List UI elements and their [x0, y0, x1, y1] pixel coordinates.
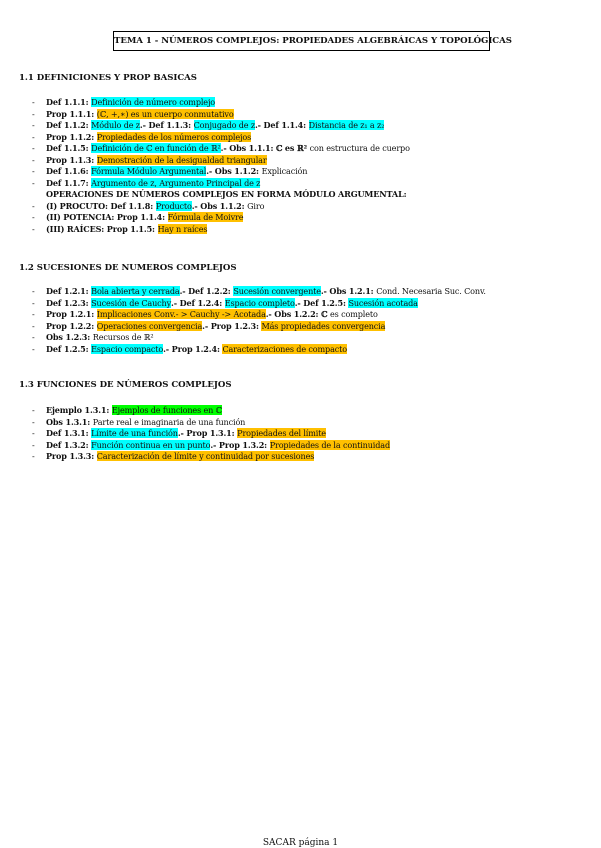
list-item-content — [46, 120, 384, 132]
highlighted-text: Límite de una función — [91, 428, 178, 438]
highlighted-text: Distancia de z₁ a z₂ — [308, 120, 385, 130]
item-text: Prop 1.1.2: — [46, 131, 97, 142]
item-text: Cond. Necesaria Suc. Conv. — [376, 286, 486, 296]
item-text: es completo — [330, 309, 378, 319]
item-text: Ejemplo 1.3.1: — [46, 405, 112, 415]
list-item-content — [46, 344, 347, 356]
item-text: .- Obs 1.1.2: — [191, 200, 248, 211]
item-text: .- Obs 1.2.1: — [320, 286, 377, 296]
item-text: Obs 1.3.1: — [46, 416, 93, 427]
bullet-dash: - — [32, 332, 35, 342]
list-item-content — [46, 132, 251, 144]
list-item-content — [46, 298, 418, 310]
list-item-content — [46, 143, 410, 155]
list-item-content — [46, 109, 234, 121]
bullet-dash: - — [32, 416, 35, 427]
highlighted-text: Propiedades de los números complejos — [96, 131, 252, 142]
list-item-content — [46, 309, 378, 321]
item-text: Giro — [247, 200, 265, 211]
item-text: (II) POTENCIA: Prop 1.1.4: — [46, 212, 168, 222]
highlighted-text: (ℂ, +,∗) es un cuerpo conmutativo — [96, 108, 234, 119]
highlighted-text: Propiedades de la continuidad — [269, 439, 390, 450]
highlighted-text: Propiedades del límite — [237, 428, 326, 438]
item-text: OPERACIONES DE NÚMEROS COMPLEJOS EN FORMA MÓDULO ARGUMENTAL: — [46, 189, 407, 199]
bullet-dash: - — [32, 223, 35, 234]
highlighted-text: Argumento de z, Argumento Principal de z — [91, 177, 261, 188]
bullet-dash: - — [32, 451, 35, 461]
item-text: Parte real e imaginaria de una función — [92, 416, 246, 427]
bullet-dash: - — [32, 320, 35, 331]
section-heading-1-1: 1.1 DEFINICIONES Y PROP BASICAS — [19, 73, 197, 83]
list-item-content — [46, 405, 222, 417]
highlighted-text: Fórmula Módulo Argumental — [91, 166, 207, 176]
item-text: .- Def 1.2.2: — [179, 286, 234, 296]
highlighted-text: Caracterizaciones de compacto — [222, 343, 347, 354]
item-text: .- Obs 1.1.2: — [206, 166, 262, 176]
item-text: Def 1.2.3: — [46, 297, 92, 308]
highlighted-text: Demostración de la desigualdad triangular — [96, 154, 267, 165]
list-item-content — [46, 286, 486, 298]
item-text: (I) PROCUTO: Def 1.1.8: — [46, 200, 156, 211]
bullet-dash: - — [32, 120, 35, 130]
list-item-content — [46, 178, 260, 190]
list-item-content — [46, 189, 406, 201]
item-text: .- Prop 1.3.2: — [210, 439, 270, 450]
item-text: Def 1.1.7: — [46, 177, 92, 188]
bullet-dash: - — [32, 200, 35, 211]
item-text: Def 1.1.6: — [46, 166, 92, 176]
item-text: Def 1.3.1: — [46, 428, 92, 438]
item-text: .- Prop 1.2.4: — [163, 343, 223, 354]
bullet-dash: - — [32, 108, 35, 119]
list-item-content — [46, 224, 207, 236]
item-text: .- Obs 1.2.2: ℂ — [265, 309, 331, 319]
item-text: Def 1.1.2: — [46, 120, 92, 130]
item-text: Def 1.1.5: — [46, 143, 92, 153]
document-title: TEMA 1 - NÚMEROS COMPLEJOS: PROPIEDADES ALGEBRÁICAS Y TOPOLÓGICAS — [113, 31, 490, 51]
bullet-dash: - — [32, 439, 35, 450]
item-text: .- Obs 1.1.1: ℂ es ℝ² — [220, 143, 310, 153]
highlighted-text: Función continua en un punto — [91, 439, 211, 450]
list-item-content — [46, 332, 153, 344]
highlighted-text: Implicaciones Conv.- > Cauchy -> Acotada — [96, 309, 266, 319]
highlighted-text: Caracterización de límite y continuidad por sucesiones — [96, 451, 315, 461]
item-text: Def 1.3.2: — [46, 439, 92, 450]
item-text: Explicación — [261, 166, 308, 176]
bullet-dash: - — [32, 343, 35, 354]
item-text: Prop 1.2.2: — [46, 320, 97, 331]
item-text: Prop 1.2.1: — [46, 309, 97, 319]
item-text: .- Prop 1.3.1: — [177, 428, 238, 438]
section-heading-1-2: 1.2 SUCESIONES DE NUMEROS COMPLEJOS — [19, 263, 237, 273]
highlighted-text: Operaciones convergencia — [96, 320, 203, 331]
item-text: .- Prop 1.2.3: — [202, 320, 262, 331]
highlighted-text: Fórmula de Moivre — [167, 212, 244, 222]
bullet-dash: - — [32, 154, 35, 165]
list-item-content — [46, 440, 390, 452]
item-text: Def 1.2.5: — [46, 343, 92, 354]
page-footer: SACAR página 1 — [262, 838, 339, 848]
item-text: Prop 1.1.1: — [46, 108, 97, 119]
bullet-dash: - — [32, 212, 35, 222]
list-item-content — [46, 97, 215, 109]
item-text: con estructura de cuerpo — [309, 143, 410, 153]
highlighted-text: Definición de número complejo — [91, 97, 216, 107]
highlighted-text: Ejemplos de funciones en ℂ — [111, 405, 222, 415]
highlighted-text: Espacio compacto — [91, 343, 164, 354]
bullet-dash: - — [32, 309, 35, 319]
item-text: .- Def 1.2.5: — [294, 297, 349, 308]
list-item-content — [46, 201, 264, 213]
bullet-dash: - — [32, 131, 35, 142]
list-item-content — [46, 166, 307, 178]
highlighted-text: Espacio completo — [224, 297, 295, 308]
bullet-dash: - — [32, 166, 35, 176]
highlighted-text: Sucesión acotada — [348, 297, 418, 308]
highlighted-text: Producto — [155, 200, 192, 211]
bullet-dash: - — [32, 297, 35, 308]
bullet-dash: - — [32, 286, 35, 296]
item-text: .- Def 1.2.4: — [171, 297, 225, 308]
highlighted-text: Más propiedades convergencia — [261, 320, 386, 331]
item-text: Prop 1.3.3: — [46, 451, 97, 461]
highlighted-text: Módulo de z — [91, 120, 140, 130]
highlighted-text: Sucesión de Cauchy — [91, 297, 172, 308]
bullet-dash: - — [32, 177, 35, 188]
list-item-content — [46, 321, 385, 333]
highlighted-text: Bola abierta y cerrada — [91, 286, 180, 296]
item-text: .- Def 1.1.4: — [254, 120, 309, 130]
section-heading-1-3: 1.3 FUNCIONES DE NÚMEROS COMPLEJOS — [19, 380, 232, 390]
item-text: Def 1.2.1: — [46, 286, 92, 296]
highlighted-text: Hay n raíces — [157, 223, 208, 234]
item-text: Prop 1.1.3: — [46, 154, 97, 165]
item-text: Def 1.1.1: — [46, 97, 92, 107]
list-item-content — [46, 155, 267, 167]
item-text: .- Def 1.1.3: — [139, 120, 194, 130]
highlighted-text: Sucesión convergente — [233, 286, 321, 296]
list-item-content — [46, 212, 243, 224]
highlighted-text: Conjugado de z — [193, 120, 255, 130]
item-text: (III) RAÍCES: Prop 1.1.5: — [46, 223, 158, 234]
list-item-content — [46, 451, 314, 463]
list-item-content — [46, 428, 326, 440]
list-item-content — [46, 417, 245, 429]
item-text: Obs 1.2.3: — [46, 332, 93, 342]
bullet-dash: - — [32, 97, 35, 107]
bullet-dash: - — [32, 428, 35, 438]
bullet-dash: - — [32, 405, 35, 415]
item-text: Recursos de ℝ² — [92, 332, 154, 342]
bullet-dash: - — [32, 143, 35, 153]
highlighted-text: Definición de ℂ en función de ℝ² — [91, 143, 221, 153]
